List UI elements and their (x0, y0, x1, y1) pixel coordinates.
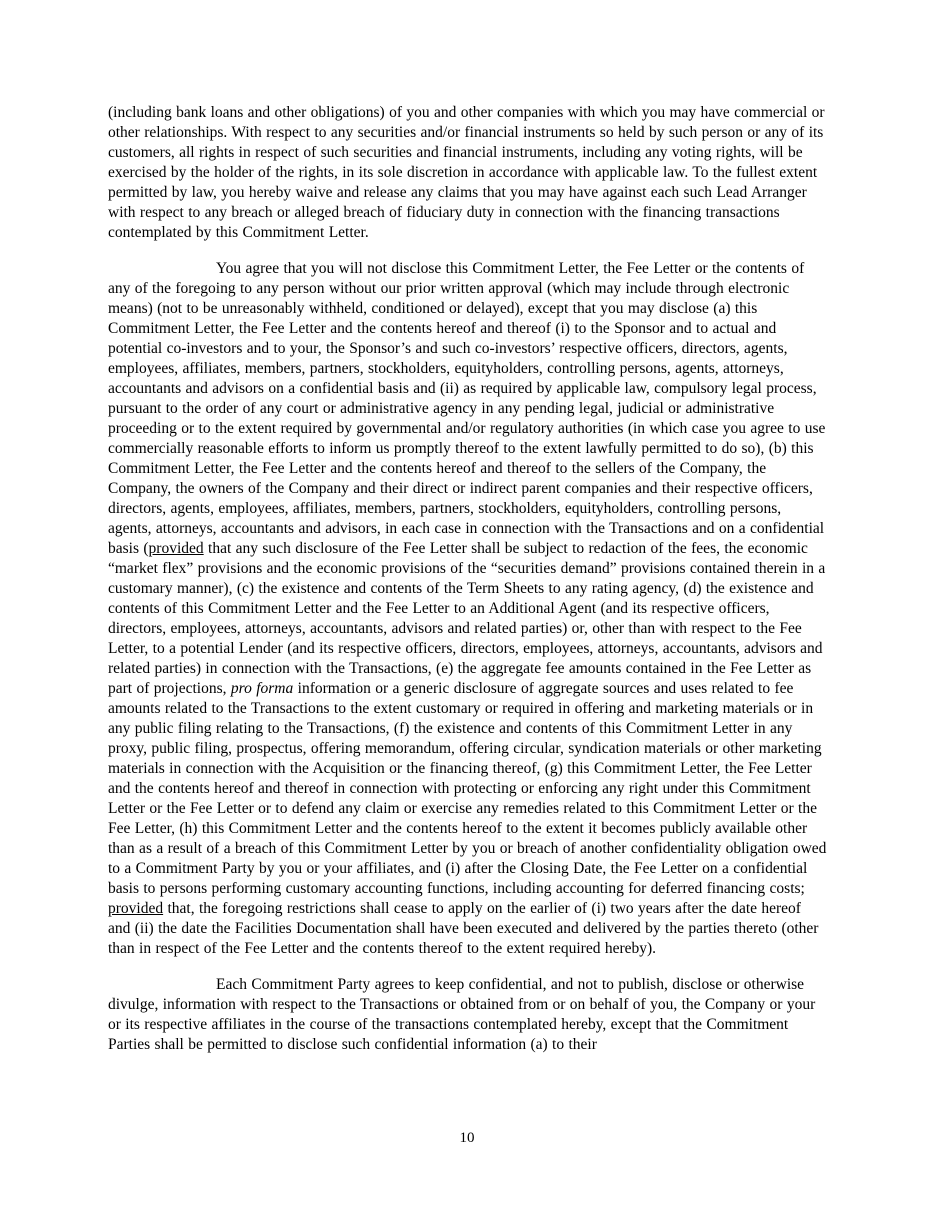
text-run: information or a generic disclosure of aggregate sources and uses related to fee amounts related to the Transactions to the extent customary or required in offering and marketing materials or in any public filing relating to the Transactions, (f) the existence and contents of this Commitment Letter in any proxy, public filing, prospectus, offering memorandum, offering circular, syndication materials or other marketing materials in connection with the Acquisition or the financing thereof, (g) this Commitment Letter, the Fee Letter and the contents hereof and thereof in connection with protecting or enforcing any right under this Commitment Letter or the Fee Letter or to defend any claim or exercise any remedies related to this Commitment Letter or the Fee Letter, (h) this Commitment Letter and the contents hereof to the extent it becomes publicly available other than as a result of a breach of this Commitment Letter by you or breach of another confidentiality obligation owed to a Commitment Party by you or your affiliates, and (i) after the Closing Date, the Fee Letter on a confidential basis to persons performing customary accounting functions, including accounting for deferred financing costs; (108, 680, 827, 897)
body-text (108, 103, 827, 1071)
text-run: that, the foregoing restrictions shall cease to apply on the earlier of (i) two years after the date hereof and (ii) the date the Facilities Documentation shall have been executed and delivered by the parties thereto (other than in respect of the Fee Letter and the contents thereof to the extent required hereby). (108, 900, 819, 957)
text-run: that any such disclosure of the Fee Letter shall be subject to redaction of the fees, the economic “market flex” provisions and the economic provisions of the “securities demand” provisions contained therein in a customary manner), (c) the existence and contents of the Term Sheets to any rating agency, (d) the existence and contents of this Commitment Letter and the Fee Letter to an Additional Agent (and its respective officers, directors, employees, attorneys, accountants, advisors and related parties) or, other than with respect to the Fee Letter, to a potential Lender (and its respective officers, directors, employees, attorneys, accountants, advisors and related parties) in connection with the Transactions, (e) the aggregate fee amounts contained in the Fee Letter as part of projections, (108, 540, 826, 697)
text-run: (including bank loans and other obligations) of you and other companies with which you may have commercial or other relationships. With respect to any securities and/or financial instruments so held by such person or any of its customers, all rights in respect of such securities and financial instruments, including any voting rights, will be exercised by the holder of the rights, in its sole discretion in accordance with applicable law. To the fullest extent permitted by law, you hereby waive and release any claims that you may have against each such Lead Arranger with respect to any breach or alleged breach of fiduciary duty in connection with the financing transactions contemplated by this Commitment Letter. (108, 104, 825, 241)
text-run: Each Commitment Party agrees to keep confidential, and not to publish, disclose or otherwise divulge, information with respect to the Transactions or obtained from or on behalf of you, the Company or your or its respective affiliates in the course of the transactions contemplated hereby, except that the Commitment Parties shall be permitted to disclose such confidential information (a) to their (108, 976, 816, 1053)
text-run: You agree that you will not disclose this Commitment Letter, the Fee Letter or the contents of any of the foregoing to any person without our prior written approval (which may include through electronic means) (not to be unreasonably withheld, conditioned or delayed), except that you may disclose (a) this Commitment Letter, the Fee Letter and the contents hereof and thereof (i) to the Sponsor and to actual and potential co-investors and to your, the Sponsor’s and such co-investors’ respective officers, directors, agents, employees, affiliates, members, partners, stockholders, equityholders, controlling persons, agents, attorneys, accountants and advisors on a confidential basis and (ii) as required by applicable law, compulsory legal process, pursuant to the order of any court or administrative agency in any pending legal, judicial or administrative proceeding or to the extent required by governmental and/or regulatory authorities (in which case you agree to use commercially reasonable efforts to inform us promptly thereof to the extent lawfully permitted to do so), (b) this Commitment Letter, the Fee Letter and the contents hereof and thereof to the sellers of the Company, the Company, the owners of the Company and their direct or indirect parent companies and their respective officers, directors, agents, employees, affiliates, members, partners, stockholders, equityholders, controlling persons, agents, attorneys, accountants and advisors, in each case in connection with the Transactions and on a confidential basis ( (108, 260, 826, 557)
paragraph-disclosure-restrictions (108, 259, 827, 959)
page-number: 10 (459, 1130, 475, 1146)
page-footer (0, 1128, 934, 1148)
paragraph-commitment-party-confidentiality (108, 975, 827, 1055)
paragraph-continuation (108, 103, 827, 243)
underlined-term: provided (108, 900, 164, 917)
italic-term: pro forma (230, 680, 294, 697)
underlined-term: provided (148, 540, 204, 557)
